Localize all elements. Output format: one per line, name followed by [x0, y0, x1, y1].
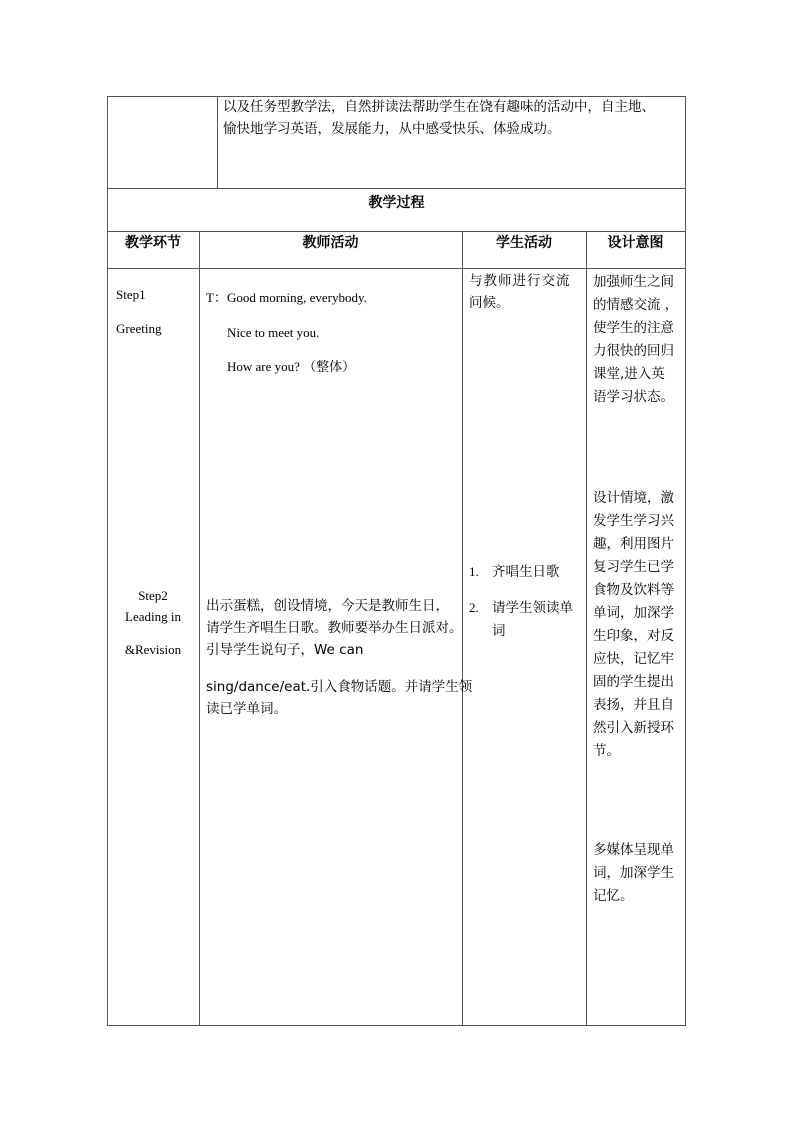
table-right-border	[685, 96, 686, 1026]
step1-label: Step1	[116, 287, 146, 302]
step2-student-item1-text: 齐唱生日歌	[492, 564, 560, 580]
step2-intent-line7: 生印象，对反	[593, 628, 674, 644]
step1-intent-line5: 课堂,进入英	[593, 366, 665, 382]
header-teacher: 教师活动	[302, 235, 359, 251]
header-stage: 教学环节	[125, 235, 181, 251]
row-divider-header	[107, 268, 686, 269]
step2-student-item2-line2: 词	[492, 623, 506, 639]
step2-teacher-line2: 请学生齐唱生日歌。教师要举办生日派对。	[206, 620, 463, 636]
step2-intent-line8: 应快，记忆牢	[593, 651, 674, 667]
step1-teacher-line3: How are you? （整体）	[227, 359, 356, 374]
column-divider-1	[199, 231, 200, 1025]
intro-column-divider	[217, 96, 218, 188]
step2-teacher-line5: 读已学单词。	[206, 701, 287, 717]
section-title: 教学过程	[368, 195, 425, 211]
step1-intent-line2: 的情感交流 ，	[593, 297, 679, 313]
step2-intent-line10: 表扬，并且自	[593, 697, 674, 713]
step2-intent-line2: 发学生学习兴	[593, 513, 674, 529]
column-divider-3	[586, 231, 587, 1025]
step2-student-item2-number: 2.	[469, 600, 479, 615]
step1-student-line2: 问候。	[469, 295, 510, 311]
step1-teacher-line2: Nice to meet you.	[227, 325, 320, 340]
step2-intent-line5: 食物及饮料等	[593, 582, 674, 598]
step1-intent-line1: 加强师生之间	[593, 274, 674, 290]
header-student: 学生活动	[496, 235, 552, 251]
step2-teacher-line3: 引导学生说句子，We can	[206, 642, 364, 658]
step2-name-line2: &Revision	[124, 642, 182, 657]
step2-student-item2-line1: 请学生领读单	[492, 600, 573, 616]
step1-intent-line4: 力很快的回归	[593, 343, 674, 359]
table-bottom-border	[107, 1025, 686, 1026]
step2-student-item1-number: 1.	[469, 564, 479, 579]
step2-intent-b-line2: 词，加深学生	[593, 865, 674, 881]
step1-intent-line6: 语学习状态。	[593, 389, 674, 405]
step2-intent-line11: 然引入新授环	[593, 720, 674, 736]
step1-name: Greeting	[116, 321, 162, 336]
step2-label: Step2	[138, 588, 168, 603]
step2-intent-line1: 设计情境，激	[593, 490, 674, 506]
header-intent: 设计意图	[607, 235, 664, 251]
step2-name-line1: Leading in	[125, 609, 181, 624]
step2-intent-b-line1: 多媒体呈现单	[593, 842, 674, 858]
intro-text-line1: 以及任务型教学法，自然拼读法帮助学生在饶有趣味的活动中，自主地、	[223, 99, 655, 115]
step1-student-line1: 与教师进行交流	[469, 273, 571, 289]
step2-intent-line9: 固的学生提出	[593, 674, 674, 690]
row-divider-intro	[107, 188, 686, 189]
step2-intent-line6: 单词，加深学	[593, 605, 674, 621]
step2-intent-line3: 趣，利用图片	[593, 536, 674, 552]
step2-teacher-line1: 出示蛋糕，创设情境，今天是教师生日，	[206, 598, 449, 614]
intro-text-line2: 愉快地学习英语，发展能力，从中感受快乐、体验成功。	[223, 121, 561, 137]
step2-intent-line12: 节。	[593, 743, 620, 759]
step1-teacher-line1: T：Good morning, everybody.	[206, 290, 367, 305]
step2-intent-b-line3: 记忆。	[593, 888, 634, 904]
step2-teacher-line4: sing/dance/eat.引入食物话题。并请学生领	[206, 679, 473, 695]
step2-intent-line4: 复习学生已学	[593, 559, 674, 575]
step1-intent-line3: 使学生的注意	[593, 320, 674, 336]
